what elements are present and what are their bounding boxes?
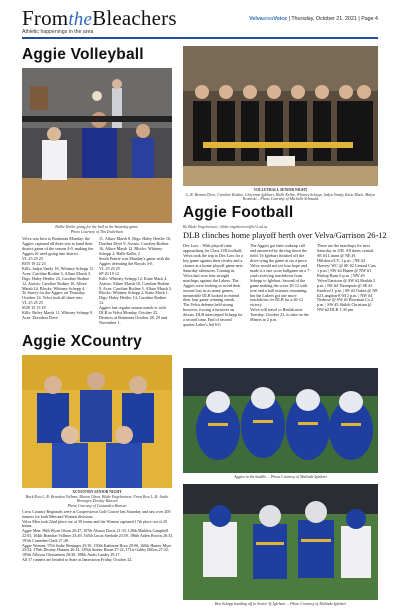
section-tagline: Athletic happenings in the area: [22, 29, 94, 35]
xcountry-headline: Aggie XCountry: [22, 333, 142, 350]
football-huddle-caption: Aggies in the huddle. – Photo Courtesy of Malinda Iglehart: [234, 475, 327, 479]
volleyball-headline: Aggie Volleyball: [22, 46, 144, 63]
football-deck: DLB clinches home playoff berth over Velva/Garrison 26-12: [183, 231, 387, 240]
xcountry-caption-head: XCOUNTRY SENIOR NIGHT: [72, 490, 122, 494]
section-title: FromtheBleachers: [22, 6, 177, 30]
volleyball-photo-caption: Hallie Keller going for the ball at the Saturday game. Photo Courtesy of Tim Tostlebson: [55, 225, 139, 234]
volleyball-action-photo: [22, 68, 172, 223]
masthead: [22, 8, 378, 36]
brand-area: area: [262, 16, 274, 22]
volleyball-column-1: Velva was host to Bottineau Monday, the Aggies captured all three sets to hand their district game of the season 4-0, making the Aggies #1 seed going into district. VL 25 25 25 BOT 19 22 23 Kills: Jadyn Vandy 16, Whitney Schepp 11. Aces: Caroline Rodine 5, Allure Marsh 3. Digs: Haley Hertler 23, Caroline Rodine 12. Assists: Caroline Rodine 16, Allure Marsh 14. Blocks: Whitney Schepp 4. To Surrey for the Aggies on Thursday, October 14. Velva took all three sets. VL 25 25 25 SUR 15 13 18 Kills: Briley Marsh 11, Whitney Schepp 9. Aces: Dorothea Dove: [22, 237, 95, 321]
football-headline: Aggie Football: [183, 204, 294, 221]
football-handoff-caption: Ben Schepp handing off to Senior Ty Iglehart. – Photo Courtesy of Malinda Iglehart: [214, 602, 347, 606]
xcountry-photo-credit: Photo Courtesy of Cassandra Hansen: [67, 504, 127, 509]
football-handoff-photo: [183, 484, 378, 600]
masthead-rule: [22, 37, 378, 39]
football-byline: By Blake Engebretson | blake.engebretson@k12.nd.us: [183, 225, 268, 229]
volleyball-senior-night-photo: [183, 46, 378, 186]
senior-night-caption-head: VOLLEYBALL SENIOR NIGHT: [253, 188, 308, 192]
brand-velva: Velva: [249, 16, 263, 22]
football-column-3: These are the matchups for next Saturday in 11B. All times central. SE #4 Linton @ NE #1 Hillsboro/CV, 1 p.m. | NE #3 Harvey/ WC @ SE #2 Central Cass 1 p.m. | SW #4 Hazen @ NW #1 Bishop Ryan 6 p.m. | NW #3 Velva/Garrison @ SW #2 Beulah 2 p.m. | NE #4 Thompson @ SE #1 Kindred 1 p.m. | SE #3 Oakes @ NE #2 Langdon-E-M 2 p.m. | NW #4 Nedrose @ SW #1 Bowman Co 2 p.m. | SW #3 Shiloh Christian @ NW #2 DLB 1:30 pm: [317, 244, 378, 313]
issue-info: [249, 16, 378, 22]
football-huddle-photo: [183, 368, 378, 473]
issue-date: | Thursday, October 21, 2021 | Page 4: [287, 16, 378, 22]
volleyball-column-2: 11, Allure Marsh 6. Digs: Haley Hertler 16, Dorthea Dove 9. Assists: Caroline Rodine 16, Allure Marsh 12. Blocks: Whitney Schepp 2, Halle Keller 2. South Prairie was Monday's game with the Aggies defeating the Royals 3-0. VL 25 25 25 SP 20 19 12 Kills: Whitney Schepp 12, Katie Mack 4. Assists: Allure Marsh 10, Caroline Rodine 9. Aces: Caroline Rodine 5, Allure Marsh 3. Blocks: Whitney Schepp 2, Katie Mack 1. Digs: Haley Hertler 14, Caroline Rodine 12. Aggies last regular season match is with DLB in Velva Monday, October 25. Districts at Bottineau October 28, 29 and November 1.: [99, 237, 172, 326]
brand-voice: Voice: [273, 16, 288, 22]
volleyball-photo-credit: Photo Courtesy of Tim Tostlebson: [70, 229, 124, 234]
xcountry-caption: XCOUNTRY SENIOR NIGHT Back Row L–R: Brandon Vollmer, Mason Olson, Blake Engebretson. Front Row L–R: Sadie Weninger, Destiny Hansen Photo Courtesy of Cassandra Hansen: [22, 490, 172, 509]
senior-night-caption: VOLLEYBALL SENIOR NIGHT L–R: Brenna Dove, Caroline Rodine, Cheyenne Iglehart, Halle Keller, Whitney Schepp, Jadyn Vandy, Katie Mack, Maiya Kroneski – Photo Courtesy of Michelle Schmaltz: [183, 188, 378, 202]
football-column-1: Des Lacs – With playoff time approaching for Class 11B football, Velva took the trip to Des Lacs for a key game against their rivalry and a chance at a home playoff game next Saturday afternoon. Coming in, Velva had won four straight matchups against the Lakers. The Aggies were looking to avoid their second loss in as many games, meanwhile DLB looked to extend their four game winning streak. The Velva defense held strong however, forcing a turnover on downs. DLB intercepted Schepp for a second time. End of second quarter Laker's led 6-0.: [183, 244, 244, 328]
xcountry-senior-photo: [22, 355, 172, 488]
football-column-2: The Aggies got their wakeup call and answered by driving down the field. Ty Iglehart finished off the drive tying the game at six a piece. Velva would not yet lose hope and made it a one score ballgame on a 7-yard receiving touchdown from Schepp to Iglehart. Second of the game making the score 20-12 with four and a half minutes remaining, but the Lakers got one more touchdown for DLB for a 26-12 victory. Velva will travel to Beulah next Tuesday, October 23, to take on the Miners at 2 p.m.: [250, 244, 311, 323]
xcountry-body: Cross Country Regionals were at Cooperstown Golf Course last Saturday and saw over 200 runners for both Men and Women divisions. Velva Men took 22nd place out of 30 teams and the Women captured 17th place out of 25 teams. Aggie Men: 86th Wyatt Olson 20:47, 107th Alonzo Davis 21:33, 129th Maddox Campbell 22:03, 164th Brandon Vollmer 23:49, 165th Lucas Sterlade 23:59, 186th Aiden Brown 26:33, 191th Cameden Clark 27:48. Aggie Women: 97th Sadie Weninger 25:39, 150th Kathrene Hoor 29:06, 160th Hunter Myer 25:54, 176th Destiny Hansen 26:14, 185th Amber Rinne 27:22, 171st Gabby Dillon 27:32, 185th Allyson Christensen 28:30, 188th Audri Landry 29:17. All 17 runners are headed to State at Jamestown Friday, October 22.: [22, 510, 174, 562]
